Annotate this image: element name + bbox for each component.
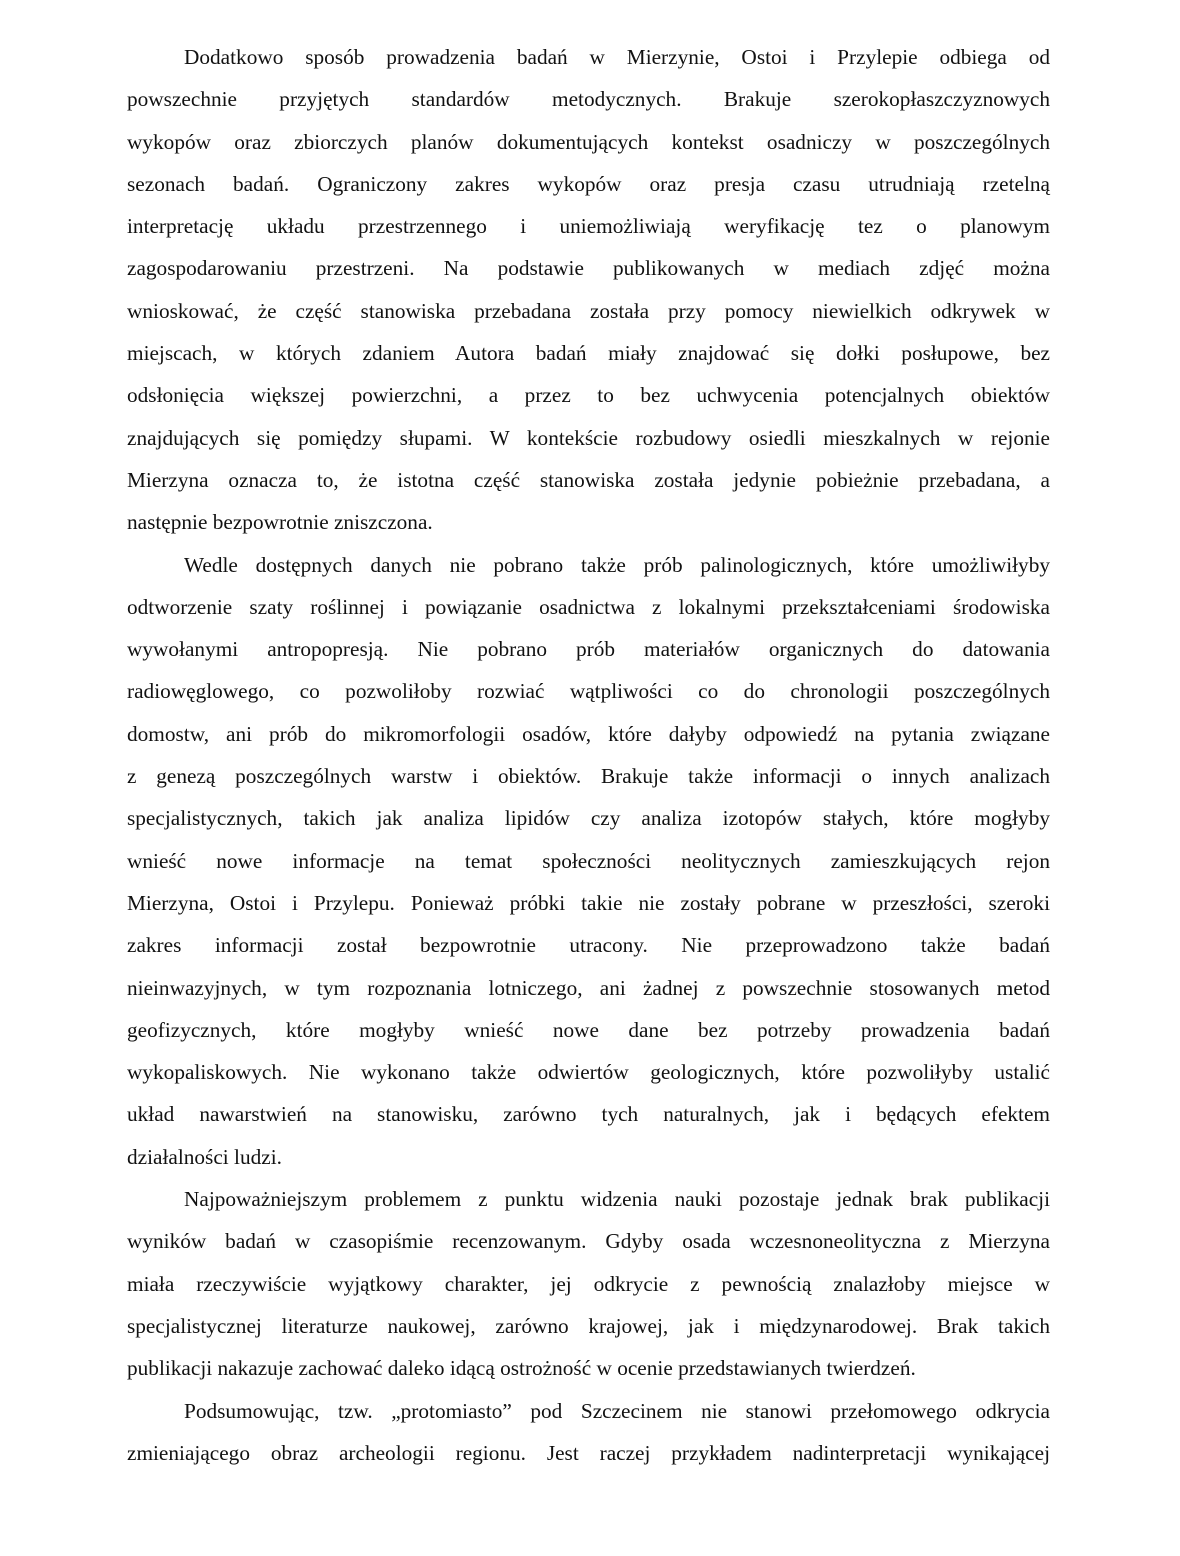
text-line: nieinwazyjnych, w tym rozpoznania lotniczego, ani żadnej z powszechnie stosowanych metod — [127, 975, 1050, 1000]
text-line: wywołanymi antropopresją. Nie pobrano prób materiałów organicznych do datowania — [127, 637, 1050, 662]
text-line: znajdujących się pomiędzy słupami. W kontekście rozbudowy osiedli mieszkalnych w rejonie — [127, 425, 1050, 450]
text-line: następnie bezpowrotnie zniszczona. — [127, 510, 433, 535]
text-line: wnieść nowe informacje na temat społeczności neolitycznych zamieszkujących rejon — [127, 848, 1050, 873]
text-line: powszechnie przyjętych standardów metodycznych. Brakuje szerokopłaszczyznowych — [127, 87, 1050, 112]
text-line: specjalistycznej literaturze naukowej, zarówno krajowej, jak i międzynarodowej. Brak takich — [127, 1313, 1050, 1338]
text-line: publikacji nakazuje zachować daleko idącą ostrożność w ocenie przedstawianych twierdzeń. — [127, 1356, 916, 1381]
text-line: interpretację układu przestrzennego i uniemożliwiają weryfikację tez o planowym — [127, 214, 1050, 239]
text-line: zmieniającego obraz archeologii regionu. Jest raczej przykładem nadinterpretacji wynikającej — [127, 1440, 1050, 1465]
text-line: radiowęglowego, co pozwoliłoby rozwiać wątpliwości co do chronologii poszczególnych — [127, 679, 1050, 704]
text-line: miała rzeczywiście wyjątkowy charakter, jej odkrycie z pewnością znalazłoby miejsce w — [127, 1271, 1050, 1296]
text-line: z genezą poszczególnych warstw i obiektów. Brakuje także informacji o innych analizach — [127, 764, 1050, 789]
paragraph — [127, 1390, 1050, 1475]
text-line: specjalistycznych, takich jak analiza lipidów czy analiza izotopów stałych, które mogłyby — [127, 806, 1050, 831]
text-line: domostw, ani prób do mikromorfologii osadów, które dałyby odpowiedź na pytania związane — [127, 721, 1050, 746]
text-line: Najpoważniejszym problemem z punktu widzenia nauki pozostaje jednak brak publikacji — [184, 1187, 1050, 1212]
text-line: wykopaliskowych. Nie wykonano także odwiertów geologicznych, które pozwoliłyby ustalić — [127, 1060, 1050, 1085]
text-line: Podsumowując, tzw. „protomiasto” pod Szczecinem nie stanowi przełomowego odkrycia — [184, 1398, 1050, 1423]
text-line: Wedle dostępnych danych nie pobrano także prób palinologicznych, które umożliwiłyby — [184, 552, 1050, 577]
text-line: sezonach badań. Ograniczony zakres wykopów oraz presja czasu utrudniają rzetelną — [127, 171, 1050, 196]
text-line: układ nawarstwień na stanowisku, zarówno tych naturalnych, jak i będących efektem — [127, 1102, 1050, 1127]
text-line: odsłonięcia większej powierzchni, a przez to bez uchwycenia potencjalnych obiektów — [127, 383, 1050, 408]
text-line: zagospodarowaniu przestrzeni. Na podstawie publikowanych w mediach zdjęć można — [127, 256, 1050, 281]
text-line: Mierzyna oznacza to, że istotna część stanowiska została jedynie pobieżnie przebadana, a — [127, 467, 1050, 492]
text-line: wykopów oraz zbiorczych planów dokumentujących kontekst osadniczy w poszczególnych — [127, 129, 1050, 154]
text-line: odtworzenie szaty roślinnej i powiązanie osadnictwa z lokalnymi przekształceniami środowiska — [127, 594, 1050, 619]
paragraph — [127, 544, 1050, 1178]
text-line: wyników badań w czasopiśmie recenzowanym. Gdyby osada wczesnoneolityczna z Mierzyna — [127, 1229, 1050, 1254]
document-page — [127, 36, 1050, 1474]
text-line: zakres informacji został bezpowrotnie utracony. Nie przeprowadzono także badań — [127, 933, 1050, 958]
paragraph — [127, 1178, 1050, 1389]
text-line: działalności ludzi. — [127, 1144, 282, 1169]
text-line: Mierzyna, Ostoi i Przylepu. Ponieważ próbki takie nie zostały pobrane w przeszłości, szeroki — [127, 890, 1050, 915]
text-line: Dodatkowo sposób prowadzenia badań w Mierzynie, Ostoi i Przylepie odbiega od — [184, 45, 1050, 69]
text-line: miejscach, w których zdaniem Autora badań miały znajdować się dołki posłupowe, bez — [127, 341, 1050, 366]
text-line: geofizycznych, które mogłyby wnieść nowe dane bez potrzeby prowadzenia badań — [127, 1017, 1050, 1042]
text-line: wnioskować, że część stanowiska przebadana została przy pomocy niewielkich odkrywek w — [127, 298, 1050, 323]
paragraph — [127, 36, 1050, 544]
